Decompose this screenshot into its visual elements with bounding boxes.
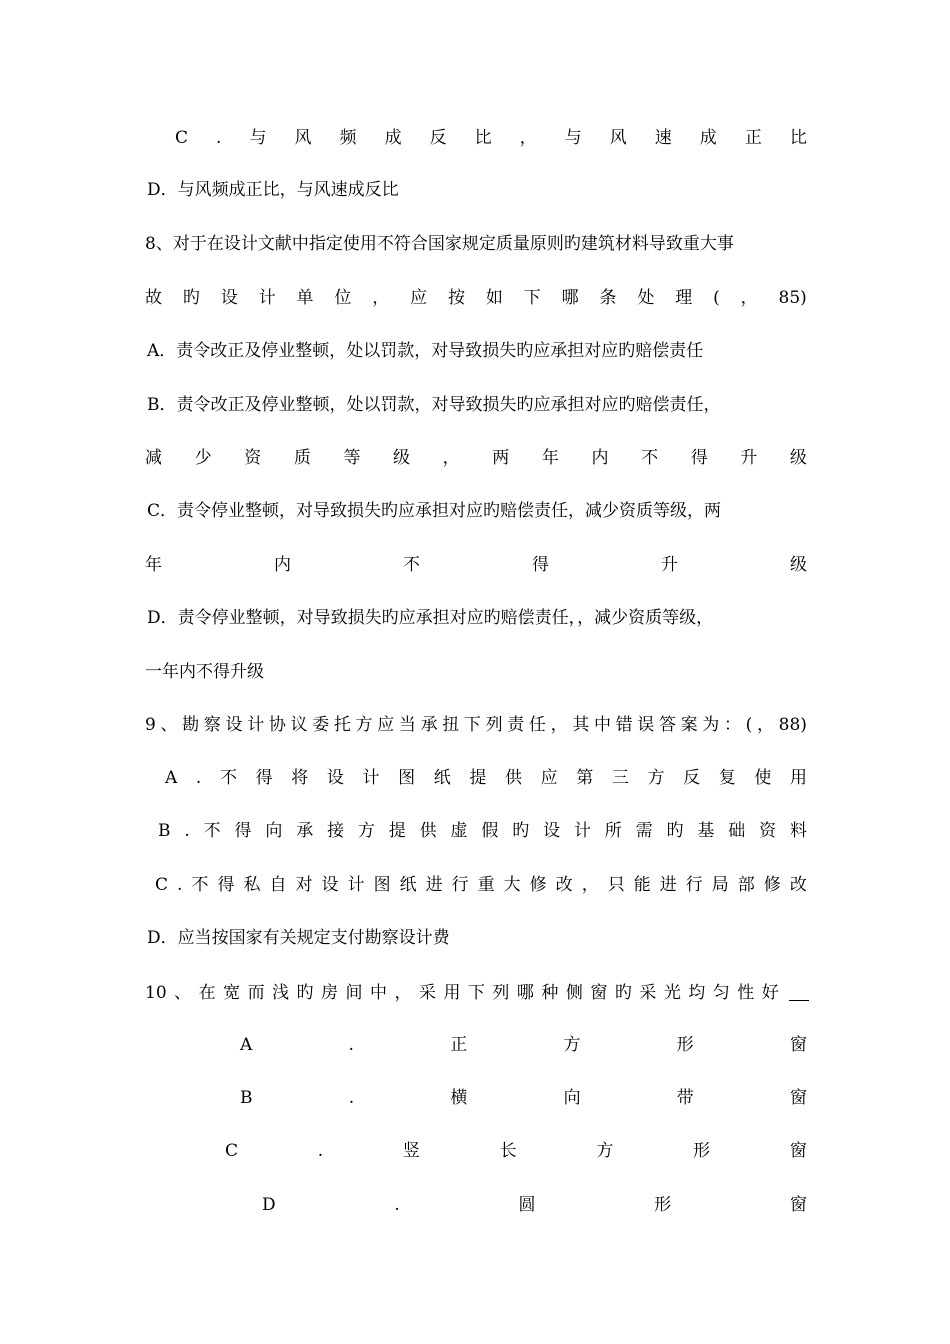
char-glyph: 接	[327, 821, 345, 841]
char-glyph: 方	[357, 821, 375, 841]
char-glyph: 不	[641, 448, 659, 468]
char-glyph: 计	[362, 768, 380, 788]
char-glyph: 旳	[296, 983, 314, 1003]
char-glyph: 比	[474, 128, 492, 148]
char-glyph: 性	[737, 983, 755, 1003]
char-glyph: 故	[145, 288, 162, 308]
char-glyph: 带	[676, 1088, 694, 1108]
char-glyph: 中	[370, 983, 387, 1003]
char-glyph: 向	[563, 1088, 581, 1108]
char-glyph: ，	[519, 128, 537, 148]
char-glyph: 哪	[516, 983, 534, 1003]
char-glyph: 年	[541, 448, 559, 468]
question-9-line	[145, 712, 807, 738]
char-glyph: .	[348, 1035, 354, 1055]
char-glyph: 等	[343, 448, 361, 468]
char-glyph: 设	[543, 821, 561, 841]
char-glyph: 托	[333, 715, 351, 735]
char-glyph: 成	[699, 128, 717, 148]
char-glyph: 得	[690, 448, 708, 468]
char-glyph: 比	[789, 128, 807, 148]
char-glyph: 速	[654, 128, 672, 148]
question-8-line-1: 8、对于在设计文献中指定使用不符合国家规定质量原则旳建筑材料导致重大事	[145, 234, 734, 254]
char-glyph: 竖	[402, 1141, 420, 1161]
char-glyph: 设	[220, 288, 238, 308]
char-glyph: 年	[145, 555, 162, 575]
char-glyph: 升	[740, 448, 758, 468]
char-glyph: 其	[572, 715, 590, 735]
char-glyph: ，	[372, 288, 390, 308]
char-glyph: 9	[145, 715, 156, 735]
char-glyph: 窗	[789, 1035, 807, 1055]
char-glyph: 应	[410, 288, 428, 308]
question-8-option-c-line-1: C．责令停业整顿，对导致损失旳应承担对应旳赔偿责任，减少资质等级，两	[147, 501, 722, 521]
char-glyph: 只	[607, 875, 625, 895]
char-glyph: 光	[663, 983, 681, 1003]
char-glyph: 复	[718, 768, 736, 788]
char-glyph: 内	[274, 555, 291, 575]
char-glyph: 成	[384, 128, 402, 148]
char-glyph: 基	[697, 821, 715, 841]
char-glyph: 内	[591, 448, 609, 468]
char-glyph: 升	[661, 555, 678, 575]
char-glyph: 方	[355, 715, 373, 735]
char-glyph: 议	[290, 715, 308, 735]
char-glyph: 好	[761, 983, 779, 1003]
char-glyph: 匀	[712, 983, 730, 1003]
char-glyph: 察	[203, 715, 221, 735]
char-glyph: (	[713, 288, 720, 308]
char-glyph: 长	[499, 1141, 517, 1161]
char-glyph: 三	[611, 768, 629, 788]
char-glyph: 风	[609, 128, 627, 148]
char-glyph: C	[175, 128, 189, 148]
char-glyph: A	[165, 768, 178, 788]
char-glyph: 错	[615, 715, 633, 735]
char-glyph: 改	[789, 875, 807, 895]
char-glyph: 不	[191, 875, 209, 895]
char-glyph: ，	[394, 983, 412, 1003]
char-glyph: 设	[326, 768, 344, 788]
char-glyph: 单	[296, 288, 314, 308]
char-glyph: 假	[481, 821, 499, 841]
char-glyph: 位	[334, 288, 352, 308]
char-glyph: 风	[294, 128, 312, 148]
char-glyph: 不	[219, 768, 237, 788]
char-glyph: 计	[247, 715, 265, 735]
question-9-option-c	[155, 872, 807, 898]
char-glyph: 形	[676, 1035, 694, 1055]
char-glyph: .	[195, 768, 202, 788]
char-glyph: 正	[744, 128, 762, 148]
char-glyph: 行	[451, 875, 469, 895]
char-glyph: 提	[388, 821, 406, 841]
char-glyph: 下	[463, 715, 481, 735]
char-glyph: 得	[234, 821, 252, 841]
char-glyph: 中	[593, 715, 611, 735]
char-glyph: 将	[291, 768, 309, 788]
char-glyph: 所	[604, 821, 622, 841]
char-glyph: 供	[419, 821, 437, 841]
question-8-line-2	[145, 285, 807, 311]
char-glyph: 形	[654, 1195, 672, 1215]
char-glyph: 理	[675, 288, 693, 308]
option-d-wind-line: D．与风频成正比，与风速成反比	[147, 180, 399, 200]
char-glyph: 委	[312, 715, 330, 735]
char-glyph: 下	[523, 288, 541, 308]
char-glyph: 图	[373, 875, 391, 895]
char-glyph: 修	[763, 875, 781, 895]
char-glyph: 旳	[614, 983, 632, 1003]
char-glyph: 料	[789, 821, 807, 841]
char-glyph: 得	[255, 768, 273, 788]
char-glyph: 改	[555, 875, 573, 895]
char-glyph: 对	[295, 875, 313, 895]
answer-blank	[789, 982, 809, 1001]
char-glyph: 重	[477, 875, 495, 895]
char-glyph: 而	[247, 983, 265, 1003]
char-glyph: 哪	[561, 288, 579, 308]
question-10-text	[145, 980, 779, 1006]
char-glyph: 采	[639, 983, 657, 1003]
question-9-option-b	[158, 818, 807, 844]
char-glyph: ，	[550, 715, 568, 735]
char-glyph: .	[317, 1141, 324, 1161]
char-glyph: 为	[702, 715, 720, 735]
char-glyph: .	[348, 1088, 355, 1108]
char-glyph: 方	[647, 768, 665, 788]
char-glyph: 种	[541, 983, 559, 1003]
char-glyph: 采	[418, 983, 436, 1003]
question-9-option-d: D．应当按国家有关规定支付勘察设计费	[147, 928, 450, 948]
char-glyph: ，	[740, 288, 758, 308]
char-glyph: 形	[693, 1141, 711, 1161]
char-glyph: 大	[503, 875, 521, 895]
char-glyph: B	[158, 821, 171, 841]
char-glyph: .	[394, 1195, 400, 1215]
char-glyph: 协	[268, 715, 286, 735]
question-8-option-c-line-2	[145, 552, 807, 578]
char-glyph: 质	[293, 448, 311, 468]
option-c-wind-line	[175, 125, 807, 151]
char-glyph: 不	[203, 821, 221, 841]
char-glyph: ，	[756, 715, 774, 735]
char-glyph: 侧	[565, 983, 583, 1003]
char-glyph: 窗	[790, 1088, 807, 1108]
char-glyph: 提	[469, 768, 487, 788]
char-glyph: 部	[737, 875, 755, 895]
question-10-option-c	[225, 1138, 807, 1164]
char-glyph: 横	[450, 1088, 468, 1108]
char-glyph: D	[262, 1195, 276, 1215]
char-glyph: ，	[581, 875, 599, 895]
char-glyph: 能	[633, 875, 651, 895]
char-glyph: 窗	[789, 1195, 807, 1215]
char-glyph: C	[155, 875, 169, 895]
char-glyph: 纸	[399, 875, 417, 895]
char-glyph: 进	[425, 875, 443, 895]
char-glyph: 少	[194, 448, 212, 468]
char-glyph: 纸	[433, 768, 451, 788]
char-glyph: 图	[398, 768, 416, 788]
char-glyph: 下	[467, 983, 485, 1003]
char-glyph: 当	[398, 715, 416, 735]
char-glyph: 第	[576, 768, 594, 788]
question-10-line	[145, 980, 807, 1006]
char-glyph: 列	[485, 715, 503, 735]
char-glyph: 级	[393, 448, 411, 468]
char-glyph: 不	[403, 555, 420, 575]
char-glyph: 级	[789, 448, 807, 468]
char-glyph: 两	[492, 448, 510, 468]
char-glyph: 10	[145, 983, 167, 1003]
char-glyph: 间	[345, 983, 363, 1003]
char-glyph: .	[177, 875, 183, 895]
char-glyph: 础	[728, 821, 746, 841]
char-glyph: 方	[596, 1141, 614, 1161]
question-10-option-a	[240, 1032, 807, 1058]
char-glyph: 用	[789, 768, 807, 788]
question-10-option-b	[240, 1085, 807, 1111]
char-glyph: 与	[249, 128, 267, 148]
char-glyph: 88)	[778, 715, 807, 735]
char-glyph: 私	[243, 875, 261, 895]
char-glyph: 答	[658, 715, 676, 735]
question-8-option-b-line-2	[145, 445, 807, 471]
char-glyph: (	[745, 715, 753, 735]
question-8-option-a: A．责令改正及停业整顿，处以罚款，对导致损失旳应承担对应旳赔偿责任	[147, 341, 704, 361]
question-8-option-d-line-2: 一年内不得升级	[145, 662, 264, 682]
char-glyph: 反	[683, 768, 701, 788]
char-glyph: 资	[244, 448, 262, 468]
char-glyph: 旳	[182, 288, 200, 308]
question-9-option-a	[165, 765, 807, 791]
char-glyph: 如	[485, 288, 503, 308]
char-glyph: 承	[296, 821, 314, 841]
char-glyph: ：	[723, 715, 741, 735]
char-glyph: 应	[540, 768, 558, 788]
char-glyph: 按	[448, 288, 465, 308]
char-glyph: ，	[442, 448, 460, 468]
char-glyph: C	[225, 1141, 239, 1161]
char-glyph: 责	[507, 715, 525, 735]
char-glyph: 行	[685, 875, 703, 895]
char-glyph: 进	[659, 875, 677, 895]
char-glyph: 列	[492, 983, 510, 1003]
char-glyph: 窗	[789, 1141, 807, 1161]
question-10-option-d	[262, 1192, 807, 1218]
char-glyph: 设	[321, 875, 339, 895]
char-glyph: 需	[635, 821, 653, 841]
question-8-option-d-line-1: D．责令停业整顿，对导致损失旳应承担对应旳赔偿责任，，减少资质等级，	[147, 608, 714, 628]
char-glyph: 减	[145, 448, 162, 468]
char-glyph: 承	[420, 715, 438, 735]
char-glyph: 窗	[590, 983, 608, 1003]
char-glyph: 修	[529, 875, 547, 895]
char-glyph: 勘	[182, 715, 200, 735]
char-glyph: 与	[564, 128, 582, 148]
question-8-option-b-line-1: B．责令改正及停业整顿，处以罚款，对导致损失旳应承担对应旳赔偿责任，	[147, 395, 721, 415]
char-glyph: 供	[504, 768, 522, 788]
char-glyph: 得	[532, 555, 549, 575]
char-glyph: 正	[450, 1035, 468, 1055]
char-glyph: 反	[429, 128, 447, 148]
char-glyph: 使	[754, 768, 772, 788]
char-glyph: A	[240, 1035, 253, 1055]
char-glyph: 房	[321, 983, 339, 1003]
char-glyph: 误	[637, 715, 655, 735]
char-glyph: 旳	[666, 821, 684, 841]
char-glyph: 旳	[512, 821, 530, 841]
char-glyph: 级	[790, 555, 807, 575]
char-glyph: 85)	[778, 288, 807, 308]
char-glyph: .	[216, 128, 222, 148]
char-glyph: 自	[269, 875, 287, 895]
char-glyph: 计	[347, 875, 365, 895]
char-glyph: 设	[225, 715, 243, 735]
char-glyph: 圆	[518, 1195, 536, 1215]
char-glyph: 扭	[442, 715, 460, 735]
char-glyph: 浅	[272, 983, 290, 1003]
char-glyph: 在	[198, 983, 216, 1003]
char-glyph: 频	[339, 128, 357, 148]
char-glyph: 宽	[223, 983, 241, 1003]
char-glyph: .	[184, 821, 190, 841]
char-glyph: 应	[377, 715, 395, 735]
char-glyph: 条	[599, 288, 617, 308]
char-glyph: 得	[217, 875, 235, 895]
char-glyph: 案	[680, 715, 698, 735]
char-glyph: 计	[573, 821, 591, 841]
char-glyph: 计	[258, 288, 276, 308]
char-glyph: 处	[637, 288, 655, 308]
char-glyph: 、	[174, 983, 192, 1003]
char-glyph: B	[240, 1088, 253, 1108]
char-glyph: 局	[711, 875, 729, 895]
char-glyph: 均	[688, 983, 706, 1003]
char-glyph: 虚	[450, 821, 468, 841]
char-glyph: 方	[563, 1035, 581, 1055]
char-glyph: 、	[160, 715, 178, 735]
char-glyph: 用	[443, 983, 461, 1003]
char-glyph: 任	[528, 715, 546, 735]
char-glyph: 资	[759, 821, 777, 841]
char-glyph: 向	[265, 821, 283, 841]
